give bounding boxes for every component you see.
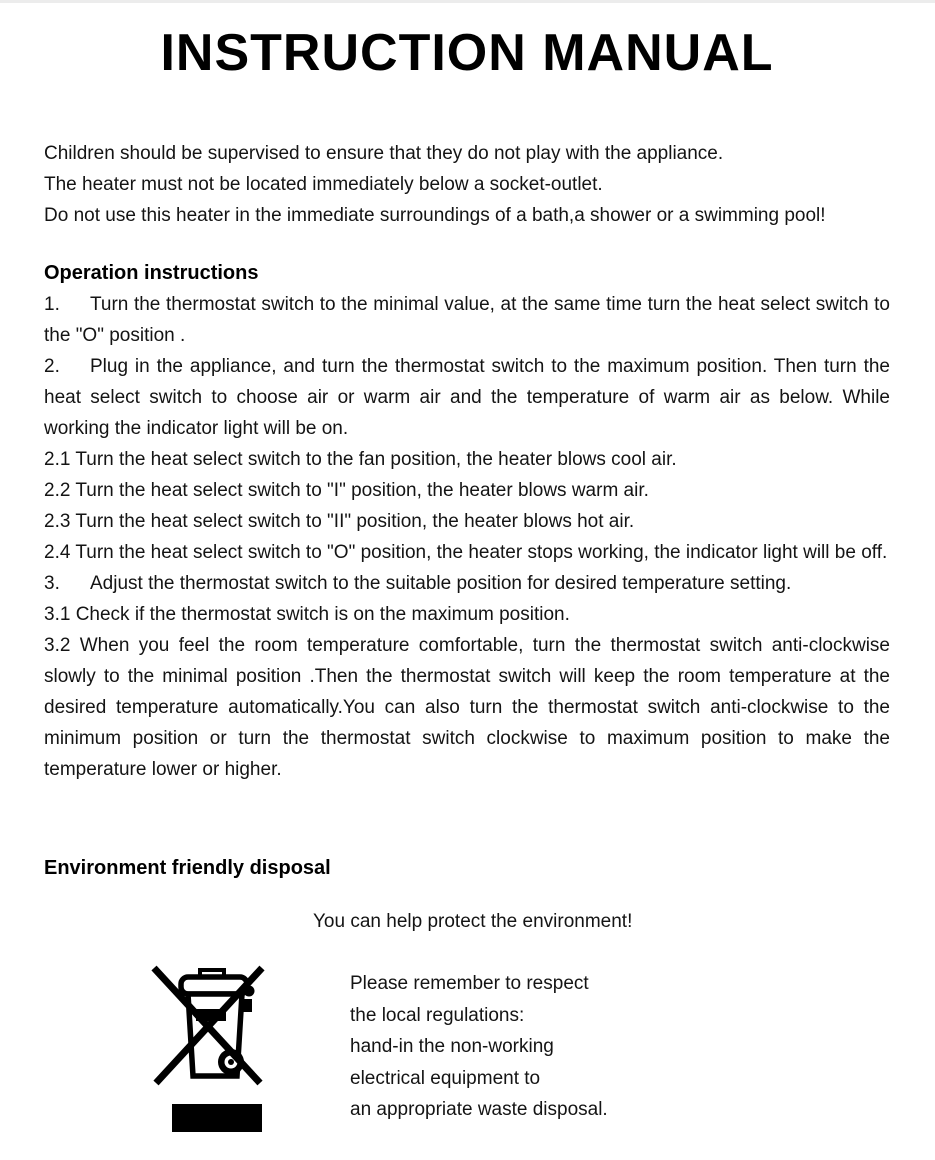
operation-instructions-heading: Operation instructions xyxy=(44,262,259,284)
instruction-item-2-1: 2.1 Turn the heat select switch to the fan position, the heater blows cool air. xyxy=(44,449,677,470)
instruction-item-1 xyxy=(44,289,890,351)
disposal-line: electrical equipment to xyxy=(350,1067,541,1089)
item-text: Plug in the appliance, and turn the thermostat switch to the maximum position. Then turn the heat select switch to choose air or warm air and the temperature of warm air as below. While working the indicator light will be on. xyxy=(44,356,890,439)
warning-line: Do not use this heater in the immediate surroundings of a bath,a shower or a swimming pool! xyxy=(44,205,826,226)
page-top-edge xyxy=(0,0,935,3)
instruction-item-2 xyxy=(44,351,890,444)
disposal-heading: Environment friendly disposal xyxy=(44,857,331,879)
item-text: Adjust the thermostat switch to the suitable position for desired temperature setting. xyxy=(90,573,792,594)
instruction-item-2-4: 2.4 Turn the heat select switch to "O" position, the heater stops working, the indicator light will be off. xyxy=(44,542,888,563)
operation-instructions-list xyxy=(44,289,890,785)
instruction-item-3 xyxy=(44,568,890,599)
disposal-instructions xyxy=(350,968,890,1126)
instruction-item-3-2: 3.2 When you feel the room temperature comfortable, turn the thermostat switch anti-clockwise slowly to the minimal position .Then the thermostat switch will keep the room temperature at the desired temperature automatically.You can also turn the thermostat switch anti-clockwise to the minimum position or turn the thermostat switch clockwise to maximum position to make the temperature lower or higher. xyxy=(44,635,890,780)
disposal-intro-line: You can help protect the environment! xyxy=(313,911,633,932)
instruction-item-2-2: 2.2 Turn the heat select switch to "I" position, the heater blows warm air. xyxy=(44,480,649,501)
disposal-line: Please remember to respect xyxy=(350,973,589,994)
disposal-line: an appropriate waste disposal. xyxy=(350,1099,608,1120)
item-number: 3. xyxy=(44,573,60,594)
warning-line: Children should be supervised to ensure that they do not play with the appliance. xyxy=(44,143,724,164)
disposal-line: hand-in the non-working xyxy=(350,1036,554,1057)
safety-warnings xyxy=(44,138,890,231)
instruction-item-3-1: 3.1 Check if the thermostat switch is on the maximum position. xyxy=(44,604,570,625)
page-title: INSTRUCTION MANUAL xyxy=(160,24,774,82)
item-number: 1. xyxy=(44,294,60,315)
item-number: 2. xyxy=(44,356,60,377)
item-text: Turn the thermostat switch to the minimal value, at the same time turn the heat select switch to the "O" position . xyxy=(44,294,890,346)
instruction-item-2-3: 2.3 Turn the heat select switch to "II" position, the heater blows hot air. xyxy=(44,511,635,532)
disposal-line: the local regulations: xyxy=(350,1004,525,1026)
weee-crossed-out-wheelie-bin-icon xyxy=(148,962,268,1137)
warning-line: The heater must not be located immediately below a socket-outlet. xyxy=(44,174,603,195)
